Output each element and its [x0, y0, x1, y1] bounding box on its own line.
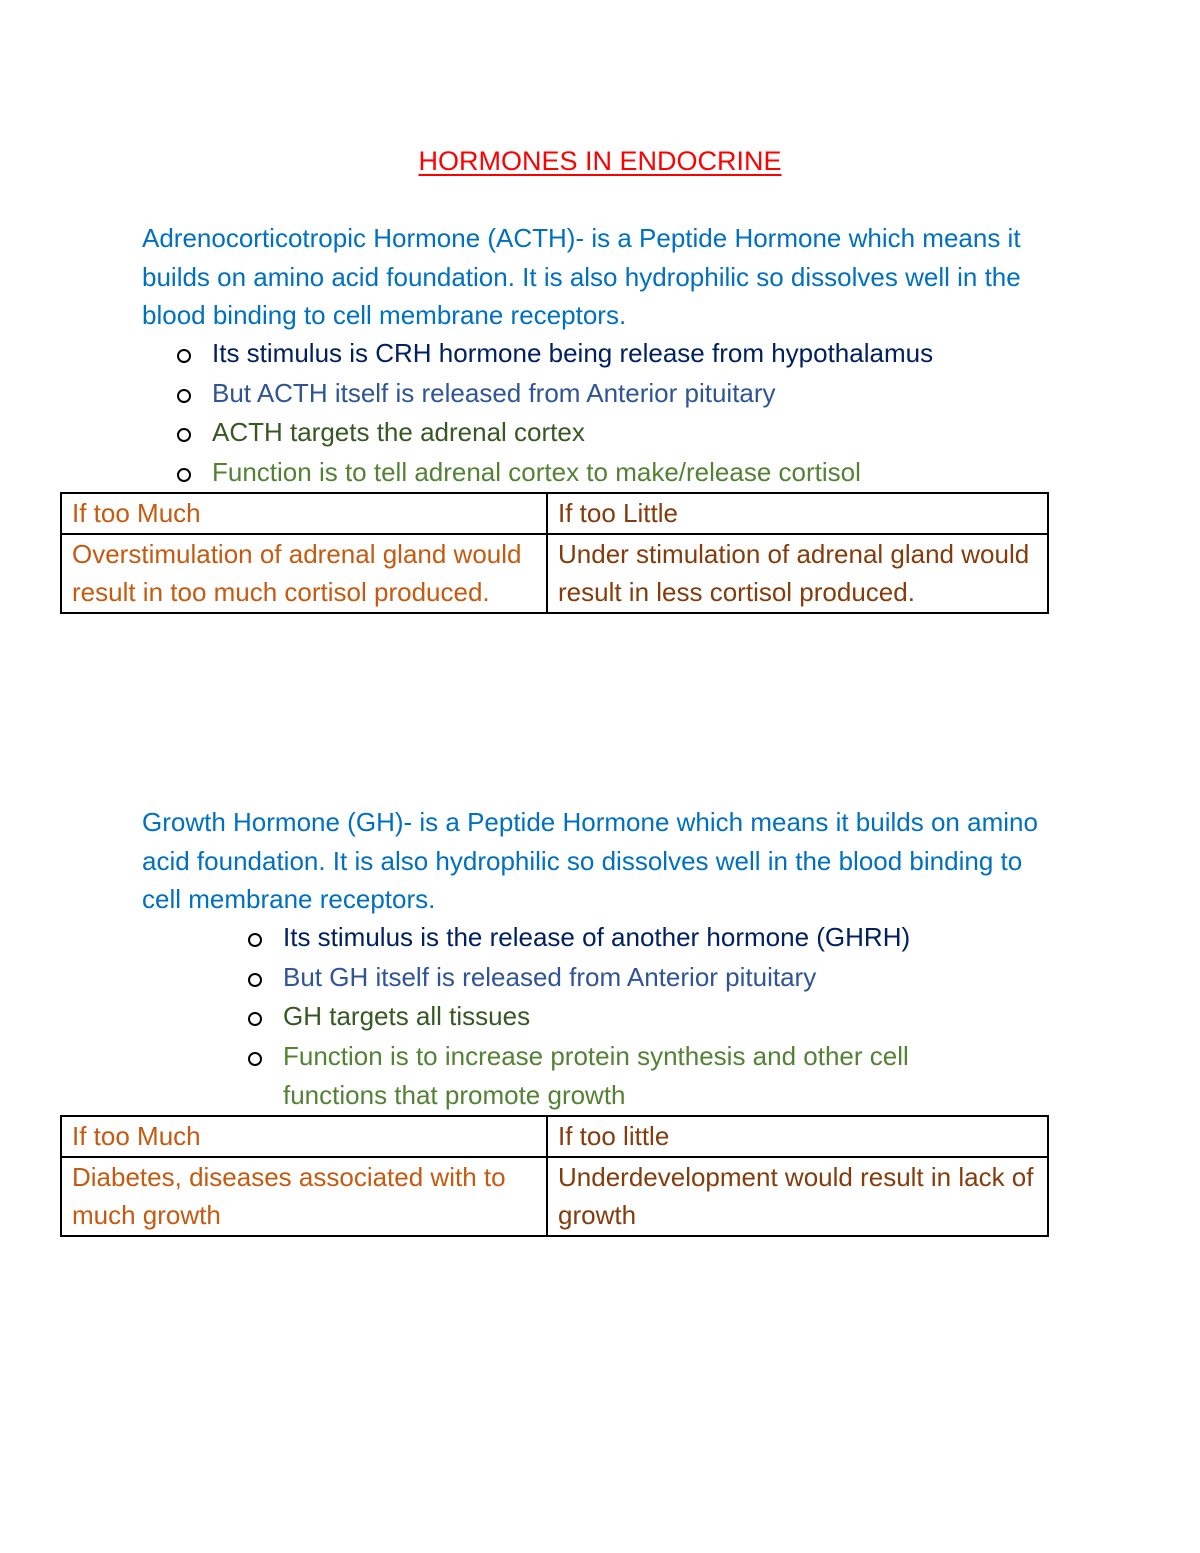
list-item	[248, 958, 1008, 998]
bullet-circle-icon	[177, 349, 191, 363]
list-item	[248, 1037, 1008, 1116]
header-too-much: If too Much	[61, 1116, 547, 1157]
list-item	[248, 918, 1008, 958]
gh-bullet-list	[248, 918, 1008, 1116]
bullet-text: Function is to increase protein synthesis and other cell functions that promote growth	[283, 1040, 909, 1110]
page-title: HORMONES IN ENDOCRINE	[418, 146, 782, 176]
header-too-little: If too Little	[547, 493, 1048, 534]
table-row	[61, 534, 1048, 613]
list-item	[177, 413, 1077, 453]
list-item	[177, 453, 1077, 493]
cell-too-little: Underdevelopment would result in lack of growth	[547, 1157, 1048, 1236]
list-item	[177, 374, 1077, 414]
table-header-row	[61, 493, 1048, 534]
cell-too-much: Overstimulation of adrenal gland would result in too much cortisol produced.	[61, 534, 547, 613]
bullet-text: Its stimulus is the release of another hormone (GHRH)	[283, 922, 911, 952]
list-item	[177, 334, 1077, 374]
cell-too-much: Diabetes, diseases associated with to much growth	[61, 1157, 547, 1236]
gh-effects-table	[60, 1115, 1049, 1237]
bullet-text: Function is to tell adrenal cortex to make/release cortisol	[212, 456, 861, 487]
bullet-text: GH targets all tissues	[283, 1001, 531, 1031]
gh-intro: Growth Hormone (GH)- is a Peptide Hormone which means it builds on amino acid foundation. It is also hydrophilic so dissolves well in the blood binding to cell membrane receptors.	[142, 807, 1038, 914]
acth-intro: Adrenocorticotropic Hormone (ACTH)- is a Peptide Hormone which means it builds on amino acid foundation. It is also hydrophilic so dissolves well in the blood binding to cell membrane receptors.	[142, 223, 1021, 330]
bullet-circle-icon	[177, 389, 191, 403]
bullet-text: ACTH targets the adrenal cortex	[212, 417, 585, 447]
cell-too-little: Under stimulation of adrenal gland would result in less cortisol produced.	[547, 534, 1048, 613]
bullet-circle-icon	[177, 428, 191, 442]
bullet-text: But GH itself is released from Anterior pituitary	[283, 961, 817, 992]
acth-bullet-list	[177, 334, 1077, 492]
header-too-much: If too Much	[61, 493, 547, 534]
bullet-circle-icon	[248, 1012, 262, 1026]
acth-effects-table	[60, 492, 1049, 614]
table-header-row	[61, 1116, 1048, 1157]
bullet-circle-icon	[248, 973, 262, 987]
bullet-text: Its stimulus is CRH hormone being release from hypothalamus	[212, 338, 934, 368]
bullet-circle-icon	[248, 1052, 262, 1066]
bullet-circle-icon	[177, 468, 191, 482]
bullet-text: But ACTH itself is released from Anterior pituitary	[212, 377, 776, 408]
header-too-little: If too little	[547, 1116, 1048, 1157]
bullet-circle-icon	[248, 933, 262, 947]
list-item	[248, 997, 1008, 1037]
table-row	[61, 1157, 1048, 1236]
